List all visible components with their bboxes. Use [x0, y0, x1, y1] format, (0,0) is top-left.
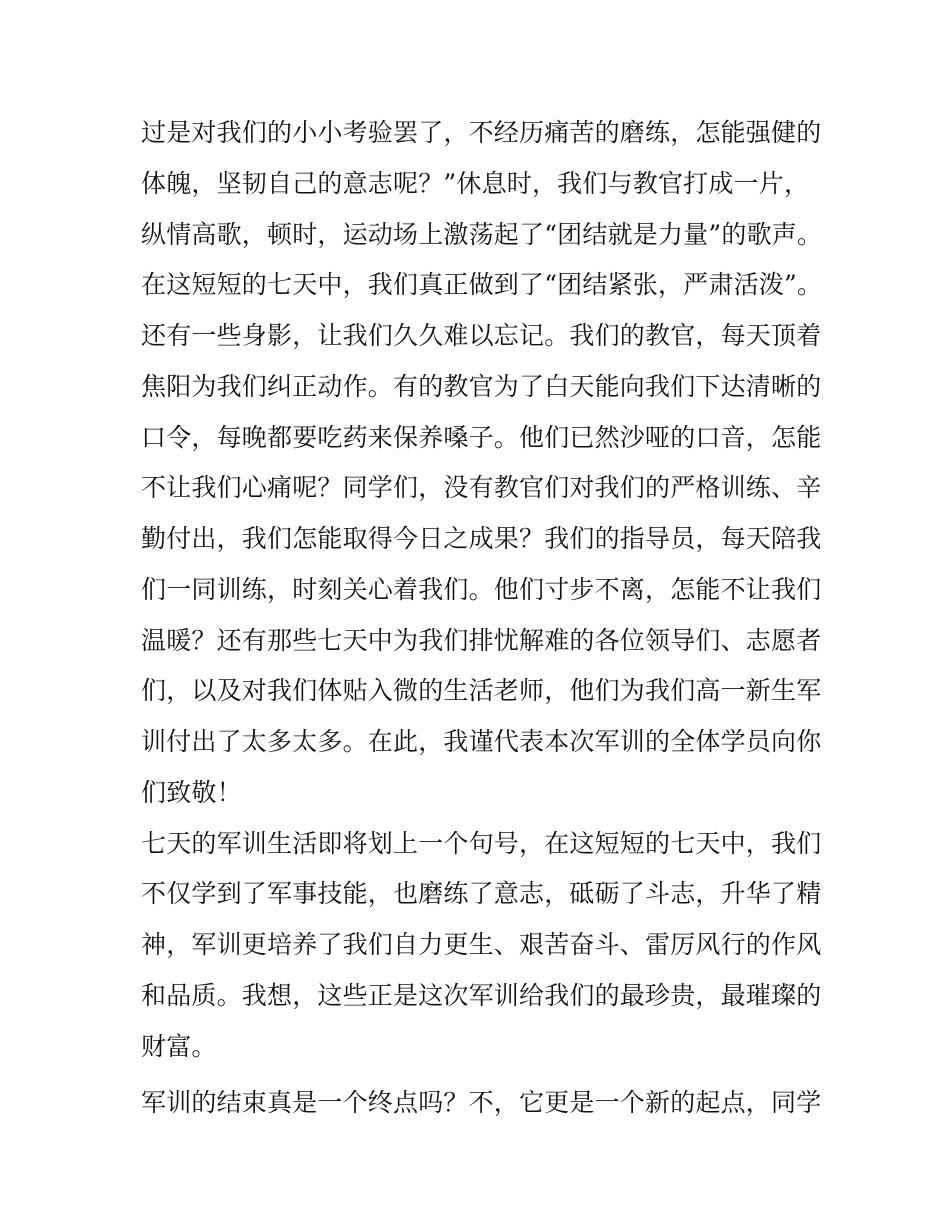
text-line: 焦阳为我们纠正动作。有的教官为了白天能向我们下达清晰的 — [141, 371, 822, 401]
paragraph — [141, 108, 823, 819]
text-line: 们，以及对我们体贴入微的生活老师，他们为我们高一新生军 — [141, 676, 822, 706]
text-line: 纵情高歌，顿时，运动场上激荡起了“团结就是力量”的歌声。 — [141, 219, 823, 249]
text-line: 七天的军训生活即将划上一个句号，在这短短的七天中，我们 — [141, 828, 822, 858]
text-line: 们致敬！ — [141, 777, 242, 807]
text-line: 过是对我们的小小考验罢了，不经历痛苦的磨练，怎能强健的 — [141, 118, 822, 147]
text-line: 财富。 — [141, 1031, 217, 1061]
text-line: 在这短短的七天中，我们真正做到了“团结紧张，严肃活泼”。 — [141, 270, 823, 300]
paragraph — [141, 819, 822, 1073]
text-line: 勤付出，我们怎能取得今日之成果？我们的指导员，每天陪我 — [141, 524, 822, 553]
text-line: 口令，每晚都要吃药来保养嗓子。他们已然沙哑的口音，怎能 — [141, 422, 822, 452]
text-line: 和品质。我想，这些正是这次军训给我们的最珍贵，最璀璨的 — [141, 980, 822, 1010]
text-line: 军训的结束真是一个终点吗？不，它更是一个新的起点，同学 — [141, 1088, 822, 1118]
text-line: 不仅学到了军事技能，也磨练了意志，砥砺了斗志，升华了精 — [141, 879, 822, 909]
text-line: 们一同训练，时刻关心着我们。他们寸步不离，怎能不让我们 — [141, 574, 822, 604]
text-line: 训付出了太多太多。在此，我谨代表本次军训的全体学员向你 — [141, 727, 822, 756]
text-line: 体魄，坚韧自己的意志呢？”休息时，我们与教官打成一片， — [141, 168, 810, 198]
text-line: 温暖？还有那些七天中为我们排忧解难的各位领导们、志愿者 — [141, 625, 822, 655]
paragraph — [141, 1078, 822, 1129]
document-body — [141, 108, 823, 1129]
text-line: 神，军训更培养了我们自力更生、艰苦奋斗、雷厉风行的作风 — [141, 930, 822, 959]
text-line: 不让我们心痛呢？同学们，没有教官们对我们的严格训练、辛 — [141, 473, 822, 503]
text-line: 还有一些身影，让我们久久难以忘记。我们的教官，每天顶着 — [141, 321, 822, 350]
